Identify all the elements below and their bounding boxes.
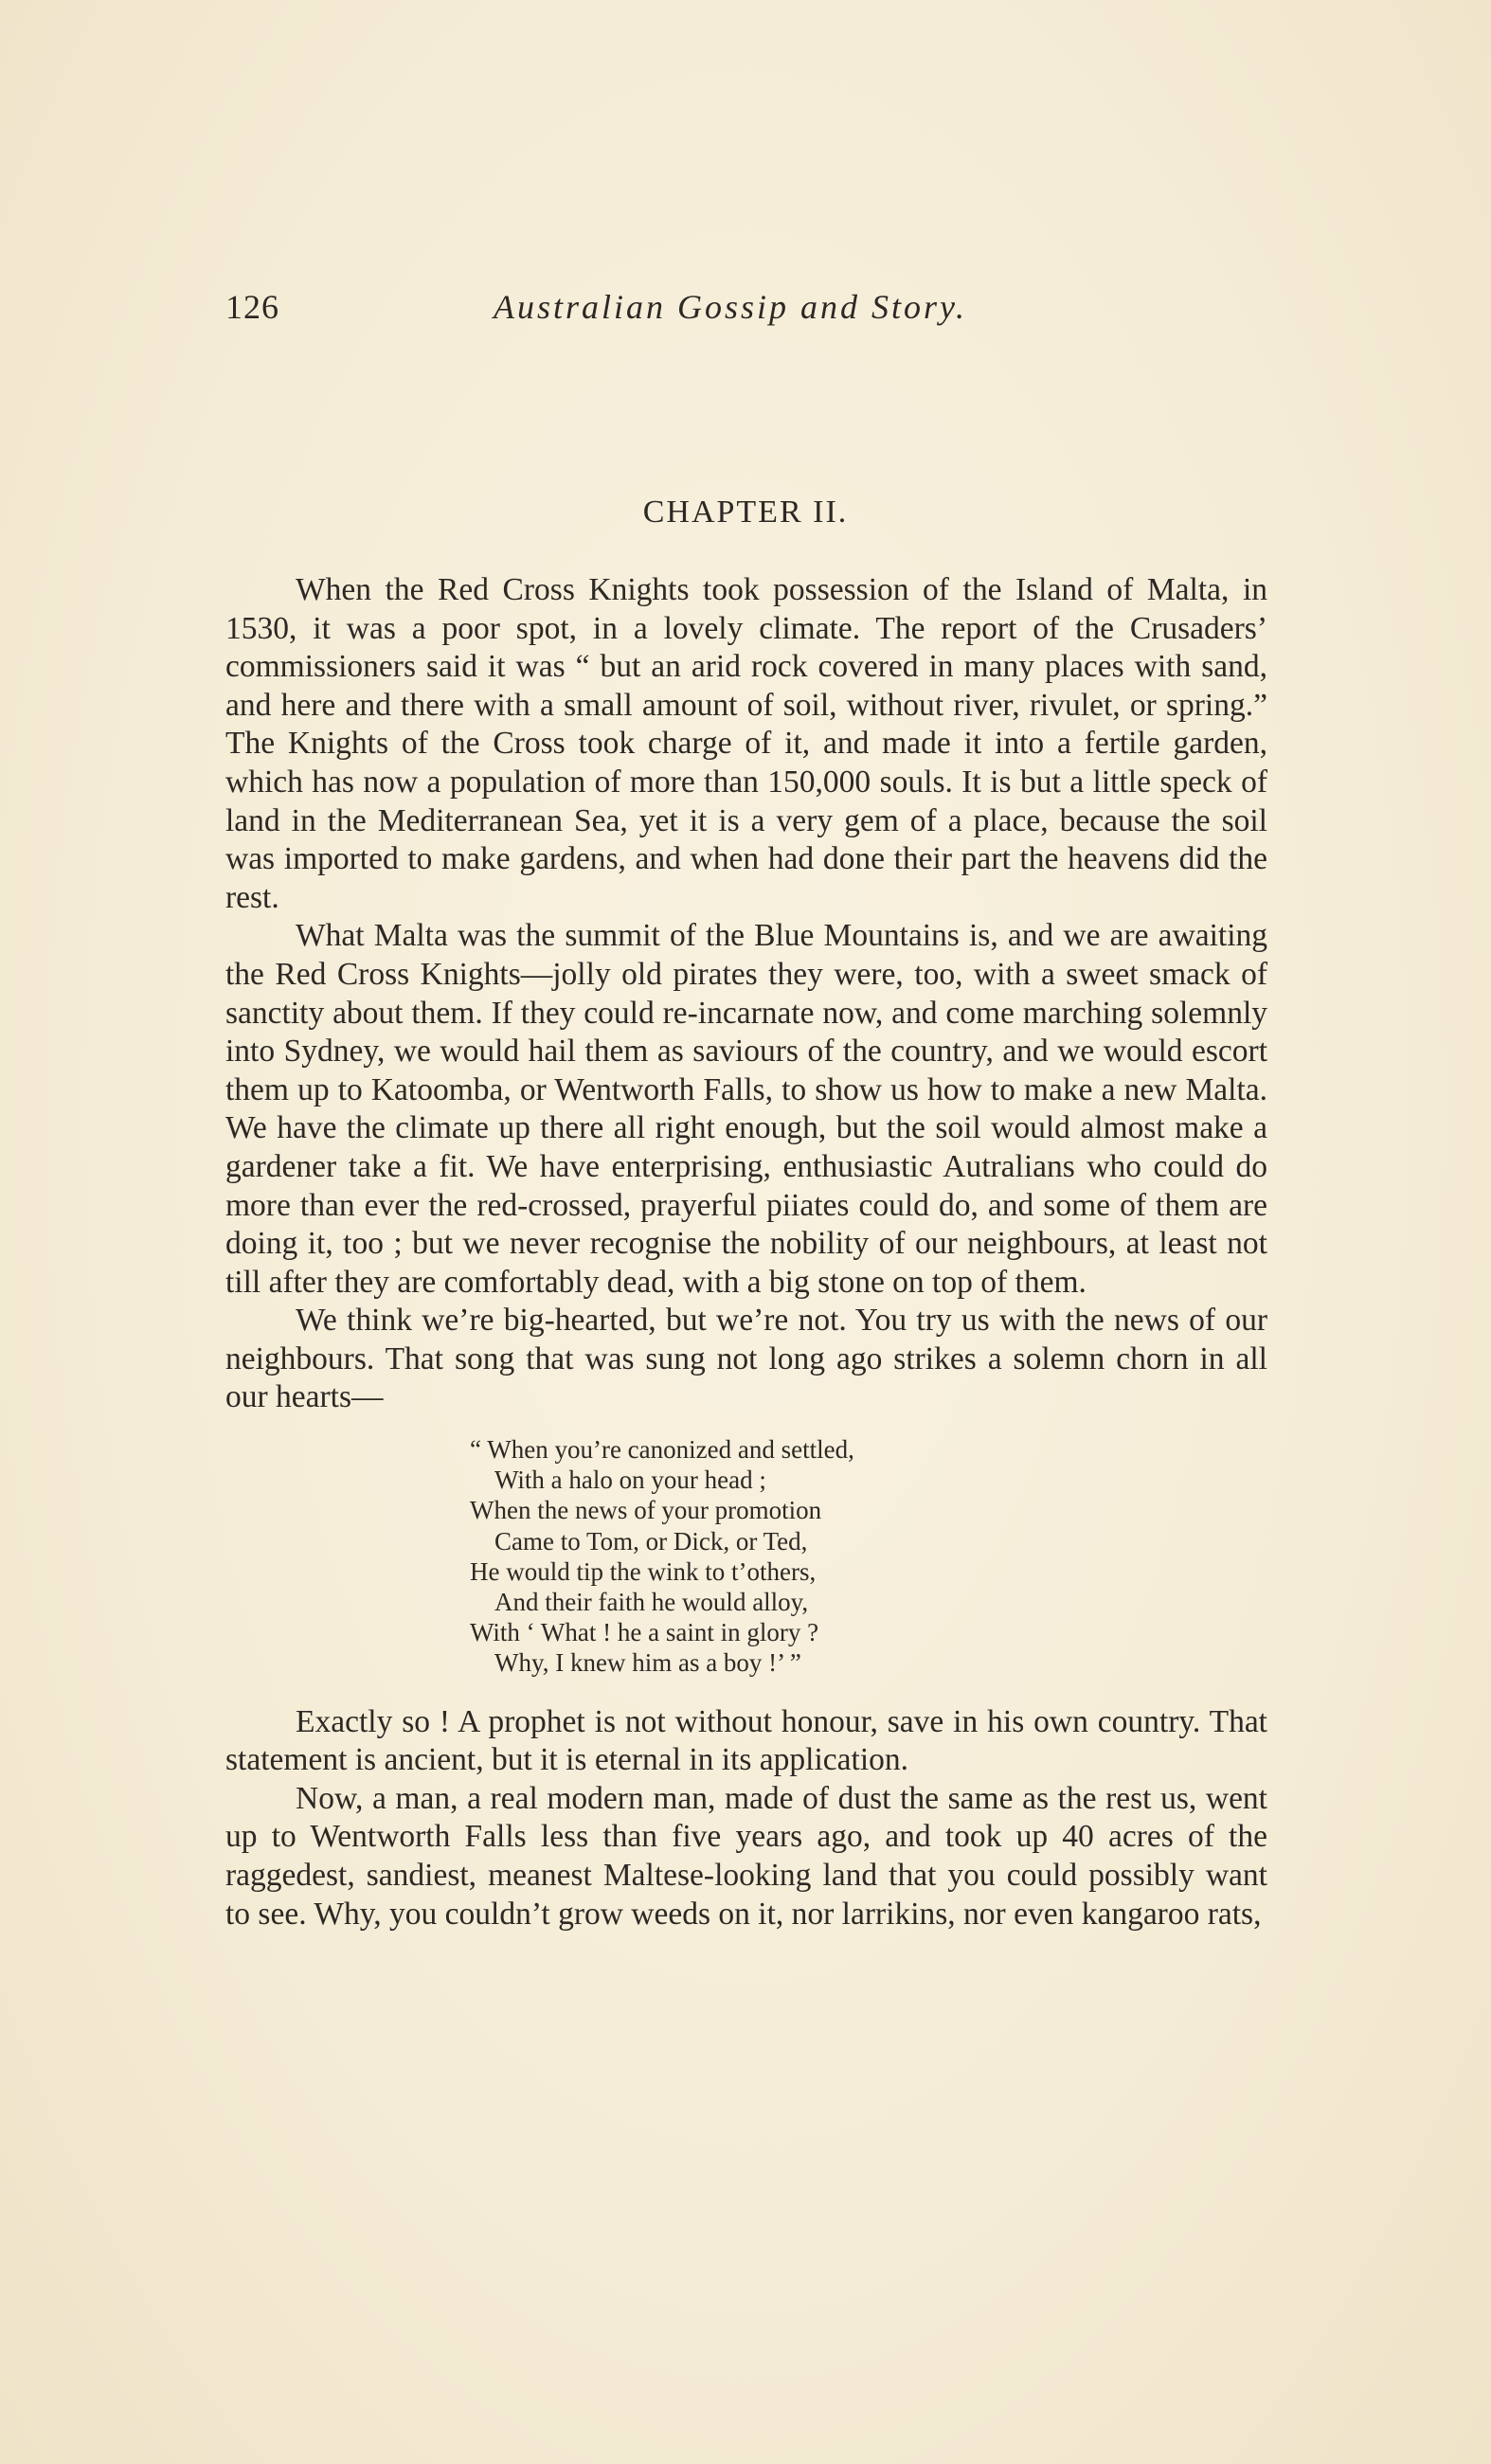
- paragraph: When the Red Cross Knights took possession of the Island of Malta, in 1530, it was a poor spot, in a lovely climate. The report of the Crusaders’ commissioners said it was “ but an arid rock covered in many places with sand, and here and there with a small amount of soil, without river, rivulet, or spring.” The Knights of the Cross took charge of it, and made it into a fertile garden, which has now a population of more than 150,000 souls. It is but a little speck of land in the Mediterranean Sea, yet it is a very gem of a place, because the soil was imported to make gardens, and when had done their part the heavens did the rest.: [225, 572, 1267, 915]
- poem-line: Why, I knew him as a boy !’ ”: [494, 1648, 801, 1678]
- poem-line: With ‘ What ! he a saint in glory ?: [470, 1618, 819, 1647]
- paragraph: What Malta was the summit of the Blue Mountains is, and we are awaiting the Red Cross Knights—jolly old pirates they were, too, with a sweet smack of sanctity about them. If they could re-incarnate now, and come marching solemnly into Sydney, we would hail them as saviours of the country, and we would escort them up to Katoomba, or Wentworth Falls, to show us how to make a new Malta. We have the climate up there all right enough, but the soil would almost make a gardener take a fit. We have enterprising, enthusiastic Autralians who could do more than ever the red-crossed, prayerful piiates could do, and some of them are doing it, too ; but we never recognise the nobility of our neighbours, at least not till after they are comfortably dead, with a big stone on top of them.: [225, 918, 1267, 1300]
- body-text: [225, 571, 1267, 1933]
- running-title: Australian Gossip and Story.: [494, 288, 968, 326]
- poem-line: When the news of your promotion: [470, 1496, 822, 1525]
- poem-line: He would tip the wink to t’others,: [470, 1556, 817, 1586]
- paragraph: We think we’re big-hearted, but we’re not. You try us with the news of our neighbours. That song that was sung not long ago strikes a solemn chorn in all our hearts—: [225, 1303, 1267, 1415]
- paragraph: Now, a man, a real modern man, made of dust the same as the rest us, went up to Wentworth Falls less than five years ago, and took up 40 acres of the raggedest, sandiest, meanest Maltese-looking land that you could possibly want to see. Why, you couldn’t grow weeds on it, nor larrikins, nor even kangaroo rats,: [225, 1780, 1267, 1932]
- poem-block: [225, 1434, 1267, 1679]
- paragraph: Exactly so ! A prophet is not without honour, save in his own country. That statement is ancient, but it is eternal in its application.: [225, 1703, 1267, 1778]
- page-number: 126: [225, 288, 279, 326]
- poem-line: Came to Tom, or Dick, or Ted,: [494, 1526, 808, 1556]
- running-head: [225, 287, 1267, 334]
- chapter-heading: CHAPTER II.: [642, 495, 849, 530]
- poem-line: And their faith he would alloy,: [494, 1588, 809, 1617]
- poem-line: “ When you’re canonized and settled,: [470, 1435, 854, 1465]
- poem-line: With a halo on your head ;: [494, 1466, 766, 1495]
